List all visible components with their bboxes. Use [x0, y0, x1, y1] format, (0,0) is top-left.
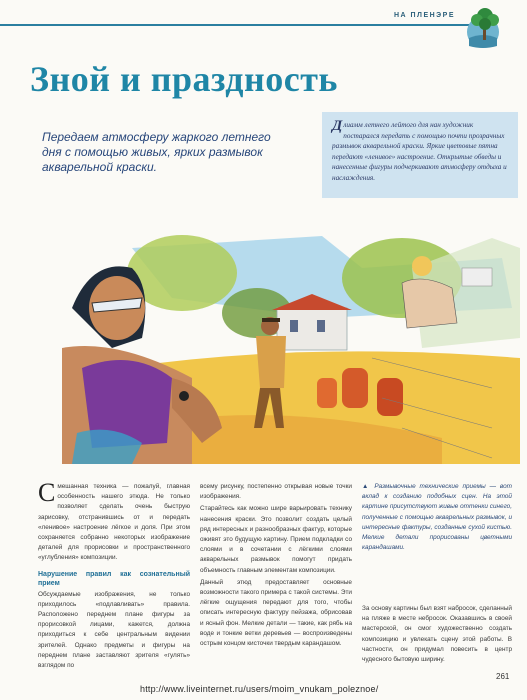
col1-intro: мешанная техника — пожалуй, главная особенность нашего этюда. Не только позволяет сделать очень быструю зарисовку, отстранившись от и передать «ленивое» настроение лёгкое и доля. При этом сохраняется собранно некоторых изображение деталей для прорисовки и пространственного «углубления» композиции. — [38, 483, 190, 562]
header-rule — [0, 24, 470, 26]
body-column-2 — [200, 482, 352, 672]
body-dropcap: С — [38, 482, 56, 507]
page-title: Зной и праздность — [30, 59, 338, 99]
tree-logo-icon — [463, 4, 507, 52]
col2-para1: всему рисунку, постепенно открывая новые точки изображения. — [200, 483, 352, 501]
callout-dropcap: Д — [332, 118, 343, 134]
col1-para: Обсуждаемые изображения, не только приходилось «подлавливать» правила. Расположено переднем плане фигуры за прорисовкой лицами, кажется, должна приходиться к себе центральным видении зрителей. Однако предметы и фигуры на переднем плане заставляют зрителя «гулять» взглядом по — [38, 590, 190, 670]
section-tag: НА ПЛЕНЭРЕ — [393, 12, 455, 19]
caption-column — [362, 482, 512, 607]
callout-text: лиамм летнего лейтого для нан художник постарался передать с помощью почти прозрачных размывок акварельной краски. Яркие цветовые пятна передают «ленивое» настроение. Открытые обведы и нанесенные фигуры подчеркивают атмосферу отдыха и наслаждения. — [332, 121, 507, 182]
body-column-1 — [38, 482, 190, 697]
body-column-4 — [362, 604, 512, 694]
watercolor-painting — [22, 228, 520, 464]
col4-text: За основу картины был взят набросок, сделанный на пляже в месте небросок. Оказавшись в своей мастерской, он смог художественно создать композицию и увлекать сцену этой работы. В частности, он придумал повесить в центр чудесного бытовую ширину. — [362, 605, 512, 664]
page-number: 261 — [496, 672, 510, 681]
col2-para3: Данный этюд предоставляет основные возможности такого примера с такой системы. Эти лёгкие ощущения передают для того, чтобы описать интересную фактуру пейзажа, обрисовав и ясный фон. Мелкие детали — такие, как рябь на воде и тонкие ветки деревьев — воспроизведены острым концом кисточки твердым карандашом. — [200, 578, 352, 648]
lead-paragraph: Передаем атмосферу жаркого летнего дня с помощью живых, ярких размывок акварельной краски. — [42, 130, 271, 174]
col2-para2: Старайтесь как можно шире варьировать технику нанесения краски. Это позволит создать целый ряд интересных и разнообразных фактур, которые оживят это будущую картину. Прием подкладки со слоями и в сочетании с лёгкими слоями акварельных размывок помогут придать объемность главным элементам композиции. — [200, 505, 352, 574]
col1-subhead: Нарушение правил как сознательный прием — [38, 570, 190, 587]
intro-callout — [322, 112, 518, 198]
caption-text: ▲ Размывочные технические приемы — вот вклад к созданию подобных сцен. На этой картине присутствуют живые оттенки синего, полученные с помощью акварельных размывок, и интересные фактуры, созданные сухой кистью. Мелкие детали прорисованы цветными карандашами. — [362, 483, 512, 552]
source-watermark: http://www.liveinternet.ru/users/moim_vnukam_poleznoe/ — [140, 684, 379, 694]
